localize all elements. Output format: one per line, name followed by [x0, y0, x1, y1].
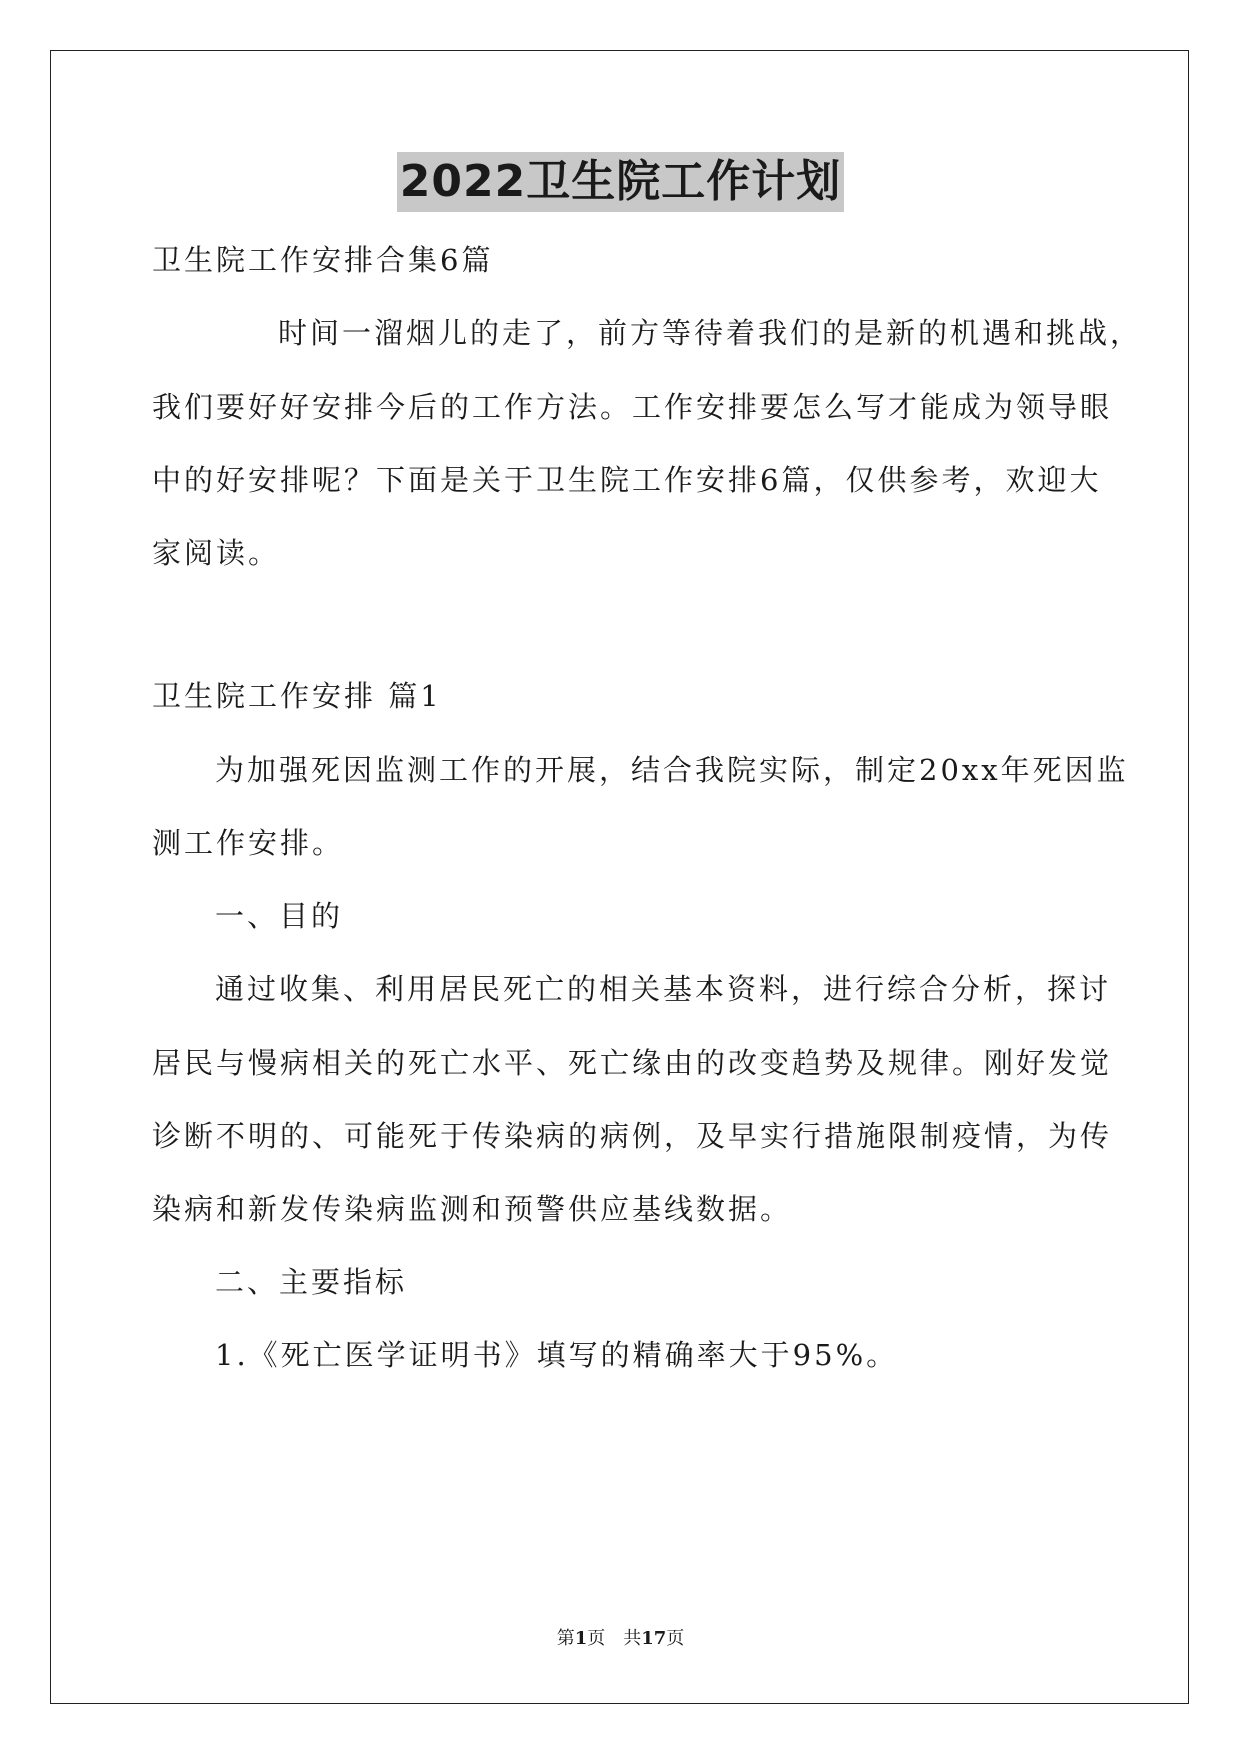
current-page-number: 1 — [574, 1628, 588, 1649]
paragraph-line: 时间一溜烟儿的走了，前方等待着我们的是新的机遇和挑战， — [278, 316, 1143, 350]
paragraph-line: 居民与慢病相关的死亡水平、死亡缘由的改变趋势及规律。刚好发觉 — [152, 1046, 1113, 1080]
subtitle-line: 卫生院工作安排合集6篇 — [152, 243, 494, 277]
paragraph-line: 我们要好好安排今后的工作方法。工作安排要怎么写才能成为领导眼 — [152, 390, 1113, 424]
paragraph-line: 1.《死亡医学证明书》填写的精确率大于95%。 — [215, 1338, 899, 1372]
footer-suffix: 页 — [666, 1628, 685, 1649]
subheading: 一、目的 — [215, 899, 344, 933]
paragraph-line: 中的好安排呢？下面是关于卫生院工作安排6篇，仅供参考，欢迎大 — [152, 463, 1102, 497]
footer-mid: 页 共 — [587, 1628, 642, 1649]
document-title: 2022卫生院工作计划 — [397, 152, 844, 212]
page-border — [50, 50, 1189, 1704]
page-footer — [0, 1627, 1241, 1651]
paragraph-line: 通过收集、利用居民死亡的相关基本资料，进行综合分析，探讨 — [215, 972, 1112, 1006]
paragraph-line: 为加强死因监测工作的开展，结合我院实际，制定20xx年死因监 — [215, 753, 1129, 787]
total-page-count: 17 — [641, 1628, 667, 1649]
paragraph-line: 染病和新发传染病监测和预警供应基线数据。 — [152, 1192, 793, 1226]
footer-prefix: 第 — [556, 1628, 575, 1649]
paragraph-line: 诊断不明的、可能死于传染病的病例，及早实行措施限制疫情，为传 — [152, 1119, 1113, 1153]
paragraph-line: 测工作安排。 — [152, 826, 345, 860]
paragraph-line: 家阅读。 — [152, 536, 281, 570]
section-heading: 卫生院工作安排 篇1 — [152, 679, 442, 713]
subheading: 二、主要指标 — [215, 1265, 408, 1299]
title-container — [0, 152, 1241, 212]
